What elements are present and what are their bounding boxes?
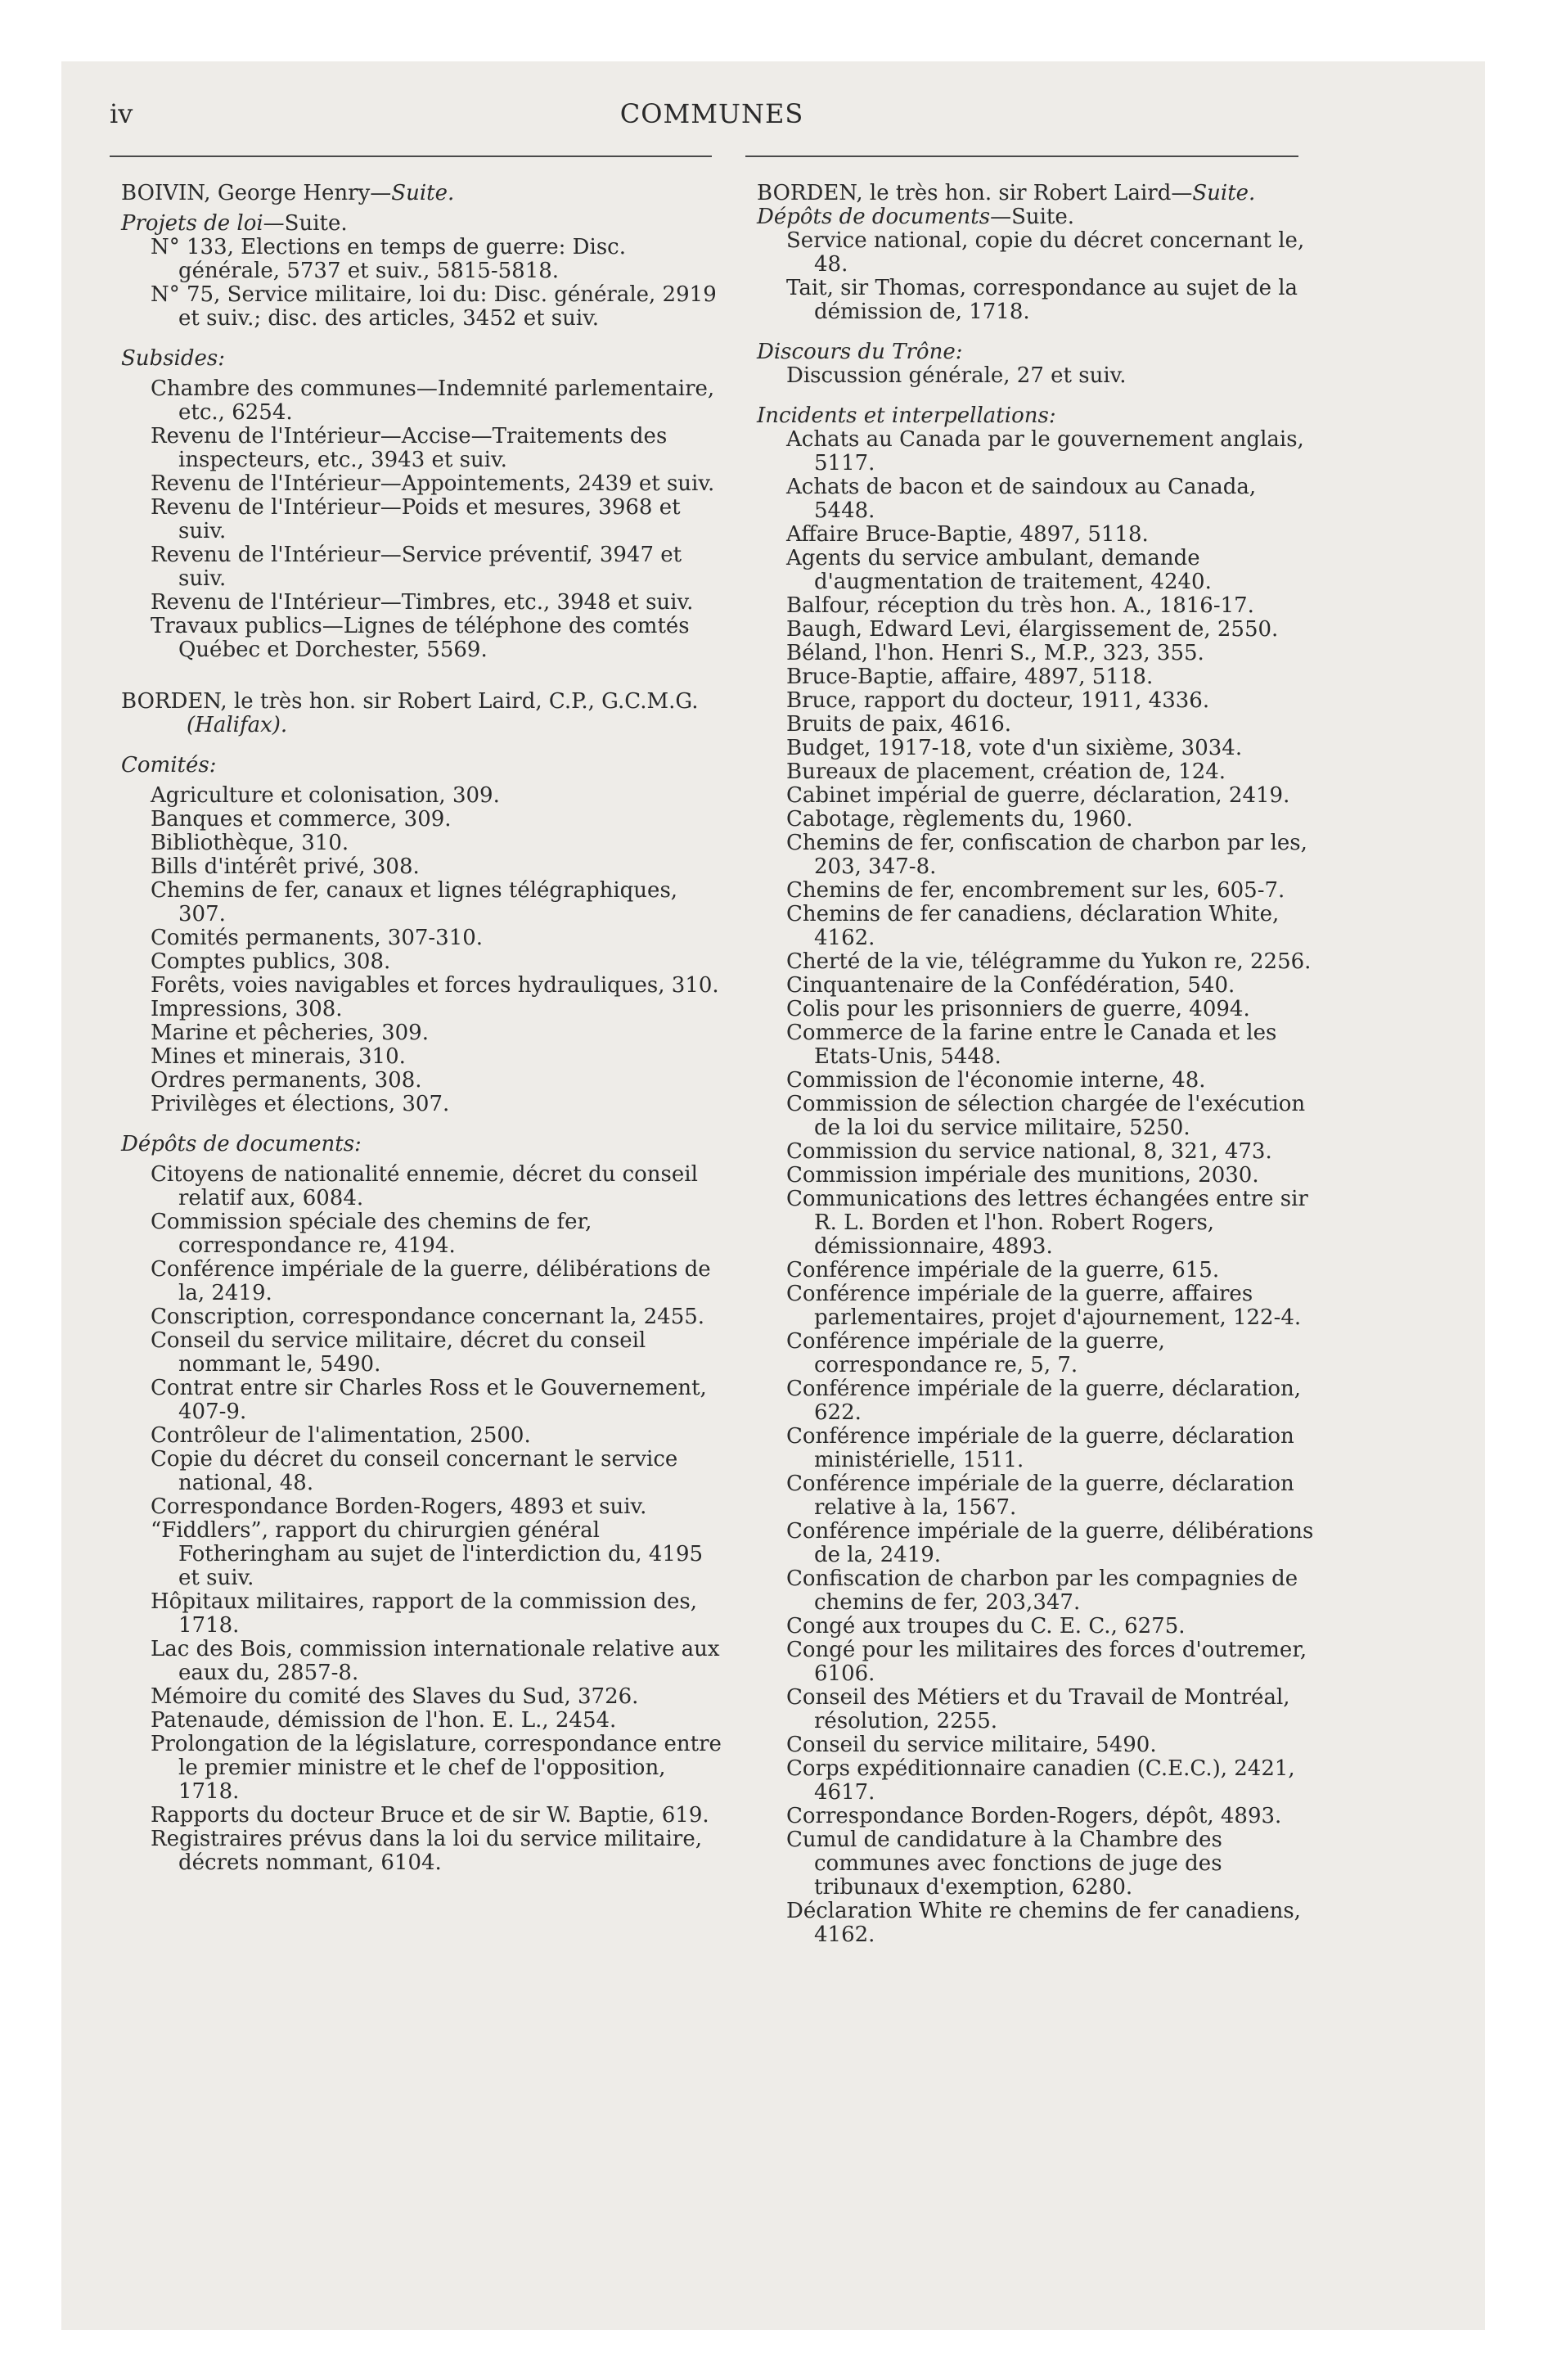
index-entry: Agents du service ambulant, demande d'augmentation de traitement, 4240.: [786, 546, 1212, 594]
index-entry: Revenu de l'Intérieur—Poids et mesures, 3968 et suiv.: [151, 495, 681, 543]
index-entry: Béland, l'hon. Henri S., M.P., 323, 355.: [786, 641, 1204, 665]
section-subsides: Subsides:: [121, 346, 225, 371]
index-entry: Agriculture et colonisation, 309.: [151, 783, 500, 808]
list-discours: [757, 364, 1321, 388]
index-entry: Chemins de fer, encombrement sur les, 605-7.: [786, 878, 1285, 903]
heading-suite: Suite.: [391, 181, 455, 205]
entry-heading-borden-suite: BORDEN, le très hon. sir Robert Laird—Suite.: [757, 181, 1256, 205]
index-entry: Service national, copie du décret concernant le, 48.: [786, 228, 1305, 277]
section-comites: Comités:: [121, 753, 217, 778]
index-entry: Tait, sir Thomas, correspondance au sujet de la démission de, 1718.: [786, 276, 1298, 324]
index-entry: Registraires prévus dans la loi du service militaire, décrets nommant, 6104.: [151, 1827, 702, 1875]
index-entry: Comptes publics, 308.: [151, 949, 391, 974]
index-entry: Revenu de l'Intérieur—Appointements, 2439 et suiv.: [151, 471, 715, 496]
index-entry: Commission de l'économie interne, 48.: [786, 1068, 1206, 1093]
page-title: COMMUNES: [619, 98, 804, 129]
list-comites: [121, 784, 725, 1116]
index-entry: Hôpitaux militaires, rapport de la commission des, 1718.: [151, 1589, 697, 1638]
index-entry: Colis pour les prisonniers de guerre, 4094.: [786, 997, 1250, 1021]
index-entry: Chambre des communes—Indemnité parlementaire, etc., 6254.: [151, 376, 715, 425]
index-entry: Conférence impériale de la guerre, déclaration, 622.: [786, 1377, 1301, 1425]
index-entry: Communications des lettres échangées entre sir R. L. Borden et l'hon. Robert Rogers, démissionnaire, 4893.: [786, 1187, 1308, 1259]
index-entry: Budget, 1917-18, vote d'un sixième, 3034.: [786, 736, 1243, 760]
index-entry: Baugh, Edward Levi, élargissement de, 2550.: [786, 617, 1279, 642]
index-entry: Bureaux de placement, création de, 124.: [786, 760, 1226, 784]
index-entry: Contrôleur de l'alimentation, 2500.: [151, 1423, 531, 1448]
index-entry: Conférence impériale de la guerre, délibérations de la, 2419.: [786, 1519, 1314, 1567]
index-entry: Revenu de l'Intérieur—Accise—Traitements des inspecteurs, etc., 3943 et suiv.: [151, 424, 668, 472]
index-entry: Corps expéditionnaire canadien (C.E.C.), 2421, 4617.: [786, 1756, 1295, 1805]
index-entry: Bruce-Baptie, affaire, 4897, 5118.: [786, 665, 1154, 689]
index-entry: Conseil du service militaire, décret du conseil nommant le, 5490.: [151, 1328, 646, 1377]
entry-heading-borden: BORDEN, le très hon. sir Robert Laird, C.P., G.C.M.G. (Halifax).: [121, 689, 699, 737]
index-entry: Achats au Canada par le gouvernement anglais, 5117.: [786, 427, 1304, 476]
index-entry: Commerce de la farine entre le Canada et les Etats-Unis, 5448.: [786, 1021, 1277, 1069]
index-entry: Patenaude, démission de l'hon. E. L., 2454.: [151, 1708, 617, 1733]
index-entry: Conseil des Métiers et du Travail de Montréal, résolution, 2255.: [786, 1685, 1290, 1733]
index-entry: Commission impériale des munitions, 2030.: [786, 1163, 1259, 1188]
index-entry: Conférence impériale de la guerre, délibérations de la, 2419.: [151, 1257, 711, 1305]
index-entry: Bibliothèque, 310.: [151, 831, 349, 855]
left-column: [121, 182, 725, 1875]
index-entry: Contrat entre sir Charles Ross et le Gouvernement, 407-9.: [151, 1376, 707, 1424]
index-entry: Ordres permanents, 308.: [151, 1068, 422, 1093]
index-entry: N° 133, Elections en temps de guerre: Disc. générale, 5737 et suiv., 5815-5818.: [151, 235, 626, 283]
index-entry: Correspondance Borden-Rogers, dépôt, 4893.: [786, 1804, 1282, 1828]
index-entry: Mines et minerais, 310.: [151, 1044, 406, 1069]
section-discours: Discours du Trône:: [757, 340, 963, 364]
index-entry: Commission spéciale des chemins de fer, correspondance re, 4194.: [151, 1210, 592, 1258]
index-entry: Déclaration White re chemins de fer canadiens, 4162.: [786, 1899, 1301, 1947]
page-number: iv: [110, 98, 133, 129]
index-entry: Confiscation de charbon par les compagnies de chemins de fer, 203,347.: [786, 1566, 1298, 1615]
index-entry: Balfour, réception du très hon. A., 1816-17.: [786, 593, 1254, 618]
index-entry: Privilèges et élections, 307.: [151, 1092, 450, 1116]
index-entry: Congé aux troupes du C. E. C., 6275.: [786, 1614, 1186, 1639]
heading-name: BOIVIN, George Henry: [121, 181, 371, 205]
running-head: [0, 98, 1424, 147]
index-entry: Conférence impériale de la guerre, correspondance re, 5, 7.: [786, 1329, 1165, 1377]
index-entry: Cabotage, règlements du, 1960.: [786, 807, 1133, 832]
index-entry: Bruce, rapport du docteur, 1911, 4336.: [786, 688, 1210, 713]
index-entry: N° 75, Service militaire, loi du: Disc. générale, 2919 et suiv.; disc. des articles, 3452 et suiv.: [151, 282, 717, 331]
list-incidents: [757, 428, 1321, 1947]
index-entry: Conférence impériale de la guerre, déclaration ministérielle, 1511.: [786, 1424, 1294, 1472]
section-projets-de-loi: Projets de loi—Suite.: [121, 211, 348, 236]
index-entry: Prolongation de la législature, correspondance entre le premier ministre et le chef de l'opposition, 1718.: [151, 1732, 722, 1804]
index-entry: Commission de sélection chargée de l'exécution de la loi du service militaire, 5250.: [786, 1092, 1306, 1140]
list-subsides: [121, 377, 725, 662]
index-entry: Mémoire du comité des Slaves du Sud, 3726.: [151, 1684, 639, 1709]
index-entry: Marine et pêcheries, 309.: [151, 1021, 429, 1045]
index-entry: Revenu de l'Intérieur—Service préventif, 3947 et suiv.: [151, 543, 682, 591]
index-entry: Bruits de paix, 4616.: [786, 712, 1012, 737]
index-entry: Lac des Bois, commission internationale relative aux eaux du, 2857-8.: [151, 1637, 720, 1685]
index-entry: Conférence impériale de la guerre, affaires parlementaires, projet d'ajournement, 122-4.: [786, 1282, 1302, 1330]
section-depots: Dépôts de documents:: [121, 1132, 362, 1156]
index-entry: Affaire Bruce-Baptie, 4897, 5118.: [786, 522, 1149, 547]
index-entry: Commission du service national, 8, 321, 473.: [786, 1139, 1272, 1164]
index-entry: Chemins de fer, canaux et lignes télégraphiques, 307.: [151, 878, 678, 926]
index-entry: Congé pour les militaires des forces d'outremer, 6106.: [786, 1638, 1307, 1686]
header-rule-right: [745, 156, 1298, 157]
right-column: [757, 182, 1321, 1947]
index-entry: Achats de bacon et de saindoux au Canada, 5448.: [786, 475, 1257, 523]
index-entry: Travaux publics—Lignes de téléphone des comtés Québec et Dorchester, 5569.: [151, 614, 690, 662]
section-incidents: Incidents et interpellations:: [757, 403, 1056, 428]
entry-heading-boivin: BOIVIN, George Henry—Suite.: [121, 181, 455, 205]
index-entry: Correspondance Borden-Rogers, 4893 et suiv.: [151, 1494, 647, 1519]
list-depots: [121, 1163, 725, 1875]
index-entry: Citoyens de nationalité ennemie, décret du conseil relatif aux, 6084.: [151, 1162, 698, 1210]
index-entry: Discussion générale, 27 et suiv.: [786, 363, 1127, 388]
index-entry: Conférence impériale de la guerre, 615.: [786, 1258, 1220, 1282]
index-entry: Copie du décret du conseil concernant le service national, 48.: [151, 1447, 678, 1495]
index-entry: Chemins de fer canadiens, déclaration White, 4162.: [786, 902, 1280, 950]
section-depots-suite: Dépôts de documents—Suite.: [757, 205, 1075, 229]
index-entry: Rapports du docteur Bruce et de sir W. Baptie, 619.: [151, 1803, 709, 1828]
header-rule-left: [110, 156, 712, 157]
index-entry: Conscription, correspondance concernant la, 2455.: [151, 1305, 705, 1329]
index-entry: Conseil du service militaire, 5490.: [786, 1733, 1157, 1757]
index-entry: “Fiddlers”, rapport du chirurgien général Fotheringham au sujet de l'interdiction du, 4195 et suiv.: [151, 1518, 704, 1590]
index-entry: Bills d'intérêt privé, 308.: [151, 854, 420, 879]
index-entry: Cumul de candidature à la Chambre des communes avec fonctions de juge des tribunaux d'exemption, 6280.: [786, 1828, 1222, 1900]
index-entry: Conférence impériale de la guerre, déclaration relative à la, 1567.: [786, 1472, 1294, 1520]
index-entry: Banques et commerce, 309.: [151, 807, 452, 832]
index-entry: Chemins de fer, confiscation de charbon par les, 203, 347-8.: [786, 831, 1307, 879]
index-entry: Comités permanents, 307-310.: [151, 926, 484, 950]
list-projets: [121, 236, 725, 331]
index-entry: Forêts, voies navigables et forces hydrauliques, 310.: [151, 973, 719, 998]
index-entry: Revenu de l'Intérieur—Timbres, etc., 3948 et suiv.: [151, 590, 694, 615]
index-entry: Cabinet impérial de guerre, déclaration, 2419.: [786, 783, 1290, 808]
index-entry: Cherté de la vie, télégramme du Yukon re, 2256.: [786, 949, 1312, 974]
index-entry: Impressions, 308.: [151, 997, 343, 1021]
index-entry: Cinquantenaire de la Confédération, 540.: [786, 973, 1235, 998]
list-depots-suite: [757, 229, 1321, 324]
